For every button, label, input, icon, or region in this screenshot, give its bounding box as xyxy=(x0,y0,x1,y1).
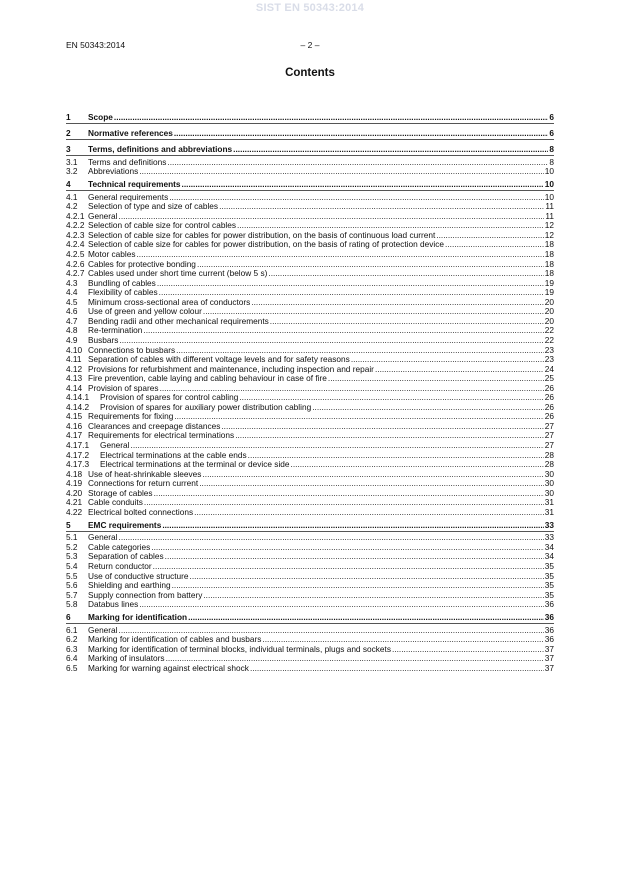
toc-entry[interactable] xyxy=(66,478,554,488)
toc-entry-number: 4.2.3 xyxy=(66,229,85,240)
toc-entry-label: Technical requirements xyxy=(88,178,181,189)
dot-leader xyxy=(114,112,548,122)
dot-leader xyxy=(139,166,543,176)
toc-entry-page: 34 xyxy=(544,551,554,562)
toc-entry[interactable] xyxy=(66,128,554,138)
dot-leader xyxy=(144,497,544,507)
dot-leader xyxy=(221,421,543,431)
watermark-text: SIST EN 50343:2014 xyxy=(255,2,365,14)
toc-entry-number: 5.8 xyxy=(66,599,78,610)
toc-entry-page: 37 xyxy=(544,643,554,654)
toc-entry-number: 4.2.1 xyxy=(66,210,85,221)
toc-entry-page: 36 xyxy=(544,624,554,635)
toc-entry-label: Minimum cross-sectional area of conductors xyxy=(88,296,251,307)
toc-entry-label: Provision of spares xyxy=(88,382,159,393)
toc-entry-number: 4.17.3 xyxy=(66,459,90,470)
toc-entry-label: Electrical terminations at the cable ends xyxy=(100,449,247,460)
toc-entry-page: 22 xyxy=(544,334,554,345)
toc-entry-page: 10 xyxy=(544,178,554,189)
dot-leader xyxy=(375,364,544,374)
toc-entry[interactable] xyxy=(66,166,554,176)
toc-entry-number: 4.4 xyxy=(66,287,78,298)
toc-entry-label: Fire prevention, cable laying and cabling behaviour in case of fire xyxy=(88,373,327,384)
dot-leader xyxy=(119,532,544,542)
dot-leader xyxy=(137,249,544,259)
toc-entry-label: Terms, definitions and abbreviations xyxy=(88,143,233,154)
toc-entry-label: Scope xyxy=(88,112,113,122)
dot-leader xyxy=(233,144,548,154)
toc-entry-label: Return conductor xyxy=(88,561,152,571)
toc-entry[interactable] xyxy=(66,297,554,307)
dot-leader xyxy=(167,157,548,167)
toc-entry-label: Terms and definitions xyxy=(88,156,167,167)
toc-entry-page: 18 xyxy=(544,268,554,279)
dot-leader xyxy=(119,625,544,635)
toc-entry-label: Selection of cable size for cables for power distribution, on the basis of rating of protection device xyxy=(88,239,445,250)
dot-leader xyxy=(268,268,543,278)
toc-entry-number: 4.5 xyxy=(66,296,78,307)
toc-entry-number: 5.7 xyxy=(66,589,78,600)
toc-entry-label: Bundling of cables xyxy=(88,277,156,288)
toc-entry-page: 37 xyxy=(544,662,554,673)
dot-leader xyxy=(291,459,544,469)
toc-entry-label: Use of heat-shrinkable sleeves xyxy=(88,468,202,479)
document-id: EN 50343:2014 xyxy=(66,40,126,50)
toc-entry-number: 4.8 xyxy=(66,325,78,336)
toc-entry-page: 33 xyxy=(544,532,554,543)
dot-leader xyxy=(248,450,544,460)
toc-entry-number: 4.2.7 xyxy=(66,268,85,279)
toc-entry-number: 6.2 xyxy=(66,634,78,645)
toc-entry-number: 2 xyxy=(66,127,71,138)
toc-entry-number: 4.7 xyxy=(66,315,78,326)
toc-entry[interactable] xyxy=(66,653,554,663)
toc-entry-page: 6 xyxy=(549,127,554,138)
toc-entry[interactable] xyxy=(66,561,554,571)
toc-entry[interactable] xyxy=(66,507,554,517)
dot-leader xyxy=(219,201,544,211)
toc-entry[interactable] xyxy=(66,459,554,469)
dot-leader xyxy=(176,345,544,355)
toc-entry-page: 6 xyxy=(549,112,554,122)
dot-leader xyxy=(190,571,544,581)
toc-entry-number: 5.3 xyxy=(66,551,78,562)
toc-entry[interactable] xyxy=(66,430,554,440)
toc-entry-label: Separation of cables with different voltage levels and for safety reasons xyxy=(88,354,350,365)
toc-entry[interactable] xyxy=(66,571,554,581)
toc-entry-page: 27 xyxy=(544,420,554,431)
dot-leader xyxy=(262,634,543,644)
toc-entry[interactable] xyxy=(66,411,554,421)
dot-leader xyxy=(199,478,544,488)
toc-entry-page: 35 xyxy=(544,561,554,571)
toc-entry-label: Electrical bolted connections xyxy=(88,506,194,517)
toc-entry-label: Separation of cables xyxy=(88,551,164,562)
toc-entry-page: 8 xyxy=(549,156,554,167)
dot-leader xyxy=(162,520,543,530)
toc-entry[interactable] xyxy=(66,278,554,288)
toc-entry-label: Clearances and creepage distances xyxy=(88,420,221,431)
dot-leader xyxy=(143,325,543,335)
toc-entry-page: 26 xyxy=(544,411,554,422)
toc-entry-label: Provision of spares for control cabling xyxy=(100,392,239,403)
toc-entry-label: Selection of cable size for control cables xyxy=(88,220,237,231)
toc-entry-page: 24 xyxy=(544,363,554,374)
toc-entry-label: Electrical terminations at the terminal or device side xyxy=(100,459,290,470)
dot-leader xyxy=(197,259,544,269)
toc-entry-label: EMC requirements xyxy=(88,519,162,530)
toc-entry-number: 4.17 xyxy=(66,430,83,441)
toc-entry-number: 5 xyxy=(66,519,71,530)
toc-entry-number: 4.13 xyxy=(66,373,83,384)
toc-entry-label: Supply connection from battery xyxy=(88,589,203,600)
toc-entry-number: 3 xyxy=(66,143,71,154)
toc-entry-number: 4.22 xyxy=(66,506,83,517)
toc-entry-number: 4.21 xyxy=(66,497,83,508)
toc-entry[interactable] xyxy=(66,625,554,635)
toc-entry-number: 5.6 xyxy=(66,580,78,591)
toc-entry-label: Selection of cable size for cables for power distribution, on the basis of continuous load current xyxy=(88,229,436,240)
toc-entry-number: 4.10 xyxy=(66,344,83,355)
toc-entry-page: 18 xyxy=(544,258,554,269)
toc-entry-number: 5.1 xyxy=(66,532,78,543)
toc-entry[interactable] xyxy=(66,612,554,622)
toc-entry-number: 4.6 xyxy=(66,306,78,317)
toc-entry-label: Cable conduits xyxy=(88,497,143,508)
dot-leader xyxy=(139,599,543,609)
toc-entry-label: Use of green and yellow colour xyxy=(88,306,202,317)
toc-entry-number: 5.2 xyxy=(66,541,78,552)
toc-entry[interactable] xyxy=(66,542,554,552)
toc-entry-page: 20 xyxy=(544,296,554,307)
dot-leader xyxy=(157,278,544,288)
dot-leader xyxy=(250,663,544,673)
toc-entry[interactable] xyxy=(66,179,554,189)
toc-entry-page: 31 xyxy=(544,506,554,517)
toc-entry-number: 4.17.2 xyxy=(66,449,90,460)
toc-entry[interactable] xyxy=(66,402,554,412)
toc-entry-number: 4.19 xyxy=(66,478,83,489)
toc-entry-number: 4.2.2 xyxy=(66,220,85,231)
toc-entry-label: Connections to busbars xyxy=(88,344,176,355)
toc-entry-page: 10 xyxy=(544,166,554,177)
toc-entry-number: 4.2.6 xyxy=(66,258,85,269)
toc-entry-number: 4.9 xyxy=(66,334,78,345)
toc-entry-number: 3.1 xyxy=(66,156,78,167)
toc-entry-label: Shielding and earthing xyxy=(88,580,171,591)
toc-entry-number: 4.1 xyxy=(66,191,78,202)
toc-entry-page: 22 xyxy=(544,325,554,336)
toc-entry-page: 11 xyxy=(545,210,554,221)
toc-entry[interactable] xyxy=(66,364,554,374)
toc-entry[interactable] xyxy=(66,306,554,316)
toc-entry[interactable] xyxy=(66,268,554,278)
toc-entry[interactable] xyxy=(66,201,554,211)
toc-entry[interactable] xyxy=(66,316,554,326)
dot-leader xyxy=(328,373,544,383)
dot-leader xyxy=(237,220,544,230)
toc-entry-label: General xyxy=(100,440,130,450)
toc-entry-number: 4.3 xyxy=(66,277,78,288)
toc-entry-number: 4.15 xyxy=(66,411,83,422)
toc-entry-label: Marking for identification of terminal blocks, individual terminals, plugs and sockets xyxy=(88,643,391,654)
dot-leader xyxy=(166,653,544,663)
toc-entry-label: Requirements for fixing xyxy=(88,411,174,422)
toc-entry-page: 23 xyxy=(544,354,554,365)
toc-entry-label: Requirements for electrical terminations xyxy=(88,430,235,441)
toc-entry-page: 26 xyxy=(544,392,554,403)
toc-entry-number: 4.14.2 xyxy=(66,401,90,412)
dot-leader xyxy=(188,612,544,622)
dot-leader xyxy=(159,287,544,297)
toc-entry-page: 23 xyxy=(544,344,554,355)
toc-entry-page: 35 xyxy=(544,589,554,600)
dot-leader xyxy=(239,392,543,402)
toc-entry-page: 12 xyxy=(544,220,554,231)
dot-leader xyxy=(251,297,543,307)
dot-leader xyxy=(182,179,544,189)
toc-entry-number: 4.20 xyxy=(66,487,83,498)
toc-entry-page: 35 xyxy=(544,580,554,591)
toc-entry-page: 30 xyxy=(544,487,554,498)
toc-entry-number: 4.18 xyxy=(66,468,83,479)
toc-entry[interactable] xyxy=(66,599,554,609)
toc-entry[interactable] xyxy=(66,211,554,221)
toc-entry-page: 11 xyxy=(545,201,554,212)
dot-leader xyxy=(351,354,544,364)
dot-leader xyxy=(194,507,544,517)
dot-leader xyxy=(172,580,544,590)
dot-leader xyxy=(270,316,544,326)
toc-entry-number: 3.2 xyxy=(66,166,78,177)
toc-entry-label: General requirements xyxy=(88,191,169,202)
toc-entry-number: 4.11 xyxy=(66,354,82,365)
toc-entry[interactable] xyxy=(66,220,554,230)
toc-entry[interactable] xyxy=(66,249,554,259)
toc-entry[interactable] xyxy=(66,383,554,393)
toc-entry-page: 18 xyxy=(544,249,554,259)
toc-entry-page: 8 xyxy=(549,143,554,154)
toc-entry-number: 6.5 xyxy=(66,662,78,673)
toc-entry-page: 36 xyxy=(544,634,554,645)
toc-entry-page: 20 xyxy=(544,306,554,317)
toc-entry-number: 4.17.1 xyxy=(66,440,90,450)
toc-entry-label: Marking of insulators xyxy=(88,653,165,664)
toc-entry[interactable] xyxy=(66,532,554,542)
dot-leader xyxy=(119,335,543,345)
toc-entry-number: 4.14 xyxy=(66,382,83,393)
toc-entry-label: Abbreviations xyxy=(88,166,139,177)
toc-entry-page: 12 xyxy=(544,229,554,240)
dot-leader xyxy=(119,211,545,221)
toc-entry-page: 33 xyxy=(544,519,554,530)
toc-entry-page: 10 xyxy=(544,191,554,202)
dot-leader xyxy=(312,402,544,412)
toc-entry[interactable] xyxy=(66,634,554,644)
dot-leader xyxy=(151,542,544,552)
toc-entry[interactable] xyxy=(66,345,554,355)
toc-entry-page: 18 xyxy=(544,239,554,250)
dot-leader xyxy=(174,128,549,138)
toc-entry-page: 36 xyxy=(544,611,554,622)
section-divider xyxy=(66,139,554,140)
toc-entry-page: 20 xyxy=(544,315,554,326)
toc-entry-label: Normative references xyxy=(88,127,173,138)
toc-entry-number: 4.16 xyxy=(66,420,83,431)
toc-entry-label: General xyxy=(88,532,118,543)
toc-entry[interactable] xyxy=(66,373,554,383)
toc-entry-label: Databus lines xyxy=(88,599,139,610)
page-title: Contents xyxy=(285,67,335,79)
dot-leader xyxy=(203,306,544,316)
toc-entry[interactable] xyxy=(66,520,554,530)
toc-entry-label: General xyxy=(88,624,118,635)
toc-entry[interactable] xyxy=(66,192,554,202)
toc-entry-number: 6.4 xyxy=(66,653,78,664)
toc-entry[interactable] xyxy=(66,354,554,364)
toc-entry-label: Provisions for refurbishment and maintenance, including inspection and repair xyxy=(88,363,374,374)
toc-entry-page: 19 xyxy=(544,287,554,298)
toc-entry-label: Motor cables xyxy=(88,249,136,259)
dot-leader xyxy=(154,488,544,498)
toc-entry-page: 26 xyxy=(544,382,554,393)
toc-entry[interactable] xyxy=(66,663,554,673)
toc-entry-page: 28 xyxy=(544,459,554,470)
dot-leader xyxy=(235,430,544,440)
toc-entry[interactable] xyxy=(66,144,554,154)
toc-entry-page: 30 xyxy=(544,478,554,489)
toc-entry[interactable] xyxy=(66,335,554,345)
toc-entry-label: Re-termination xyxy=(88,325,143,336)
toc-entry[interactable] xyxy=(66,287,554,297)
toc-entry-number: 4.14.1 xyxy=(66,392,90,403)
dot-leader xyxy=(174,411,543,421)
toc-entry-page: 27 xyxy=(544,440,554,450)
toc-entry-label: Busbars xyxy=(88,334,119,345)
toc-entry-page: 27 xyxy=(544,430,554,441)
toc-entry-page: 35 xyxy=(544,570,554,581)
toc-entry-number: 4.12 xyxy=(66,363,83,374)
toc-entry-label: Selection of type and size of cables xyxy=(88,201,219,212)
toc-entry-label: Cables used under short time current (below 5 s) xyxy=(88,268,268,279)
dot-leader xyxy=(445,239,544,249)
dot-leader xyxy=(169,192,544,202)
toc-entry[interactable] xyxy=(66,440,554,450)
toc-entry-label: Cable categories xyxy=(88,541,151,552)
toc-entry-number: 6 xyxy=(66,611,71,622)
toc-entry-label: Marking for warning against electrical shock xyxy=(88,662,249,673)
toc-entry[interactable] xyxy=(66,230,554,240)
toc-entry-label: Use of conductive structure xyxy=(88,570,189,581)
toc-entry-number: 1 xyxy=(66,112,71,122)
toc-entry[interactable] xyxy=(66,392,554,402)
toc-entry-number: 5.5 xyxy=(66,570,78,581)
toc-entry-page: 28 xyxy=(544,449,554,460)
toc-entry[interactable] xyxy=(66,580,554,590)
toc-entry-page: 25 xyxy=(544,373,554,384)
toc-entry[interactable] xyxy=(66,259,554,269)
toc-entry-number: 4.2 xyxy=(66,201,78,212)
toc-entry-label: Flexibility of cables xyxy=(88,287,158,298)
toc-entry[interactable] xyxy=(66,421,554,431)
toc-entry[interactable] xyxy=(66,325,554,335)
toc-entry-label: General xyxy=(88,210,118,221)
toc-entry-page: 30 xyxy=(544,468,554,479)
toc-entry[interactable] xyxy=(66,239,554,249)
toc-entry-number: 4.2.5 xyxy=(66,249,85,259)
toc-entry[interactable] xyxy=(66,644,554,654)
toc-entry-label: Storage of cables xyxy=(88,487,153,498)
dot-leader xyxy=(165,551,544,561)
section-divider xyxy=(66,123,554,124)
toc-entry-label: Marking for identification of cables and busbars xyxy=(88,634,262,645)
toc-entry-label: Marking for identification xyxy=(88,611,188,622)
dot-leader xyxy=(436,230,543,240)
toc-entry[interactable] xyxy=(66,450,554,460)
toc-entry[interactable] xyxy=(66,469,554,479)
toc-entry-number: 6.1 xyxy=(66,624,78,635)
toc-entry-page: 37 xyxy=(544,653,554,664)
dot-leader xyxy=(153,561,544,571)
toc-entry-number: 5.4 xyxy=(66,561,78,571)
page-number: – 2 – xyxy=(300,40,320,50)
toc-entry-label: Provision of spares for auxiliary power distribution cabling xyxy=(100,401,312,412)
toc-entry-label: Bending radii and other mechanical requirements xyxy=(88,315,269,326)
toc-entry[interactable] xyxy=(66,551,554,561)
dot-leader xyxy=(202,469,543,479)
toc-entry-label: Connections for return current xyxy=(88,478,199,489)
dot-leader xyxy=(131,440,544,450)
toc-entry-page: 31 xyxy=(544,497,554,508)
toc-entry-number: 6.3 xyxy=(66,643,78,654)
toc-entry[interactable] xyxy=(66,590,554,600)
toc-entry[interactable] xyxy=(66,488,554,498)
dot-leader xyxy=(392,644,544,654)
toc-entry-page: 26 xyxy=(544,401,554,412)
toc-entry-number: 4 xyxy=(66,178,71,189)
toc-entry-page: 34 xyxy=(544,541,554,552)
toc-entry[interactable] xyxy=(66,497,554,507)
dot-leader xyxy=(160,383,544,393)
toc-entry-page: 19 xyxy=(544,277,554,288)
toc-entry-label: Cables for protective bonding xyxy=(88,258,196,269)
toc-entry[interactable] xyxy=(66,112,554,122)
dot-leader xyxy=(203,590,543,600)
toc-entry-number: 4.2.4 xyxy=(66,239,85,250)
toc-entry[interactable] xyxy=(66,157,554,167)
toc-entry-page: 36 xyxy=(544,599,554,610)
